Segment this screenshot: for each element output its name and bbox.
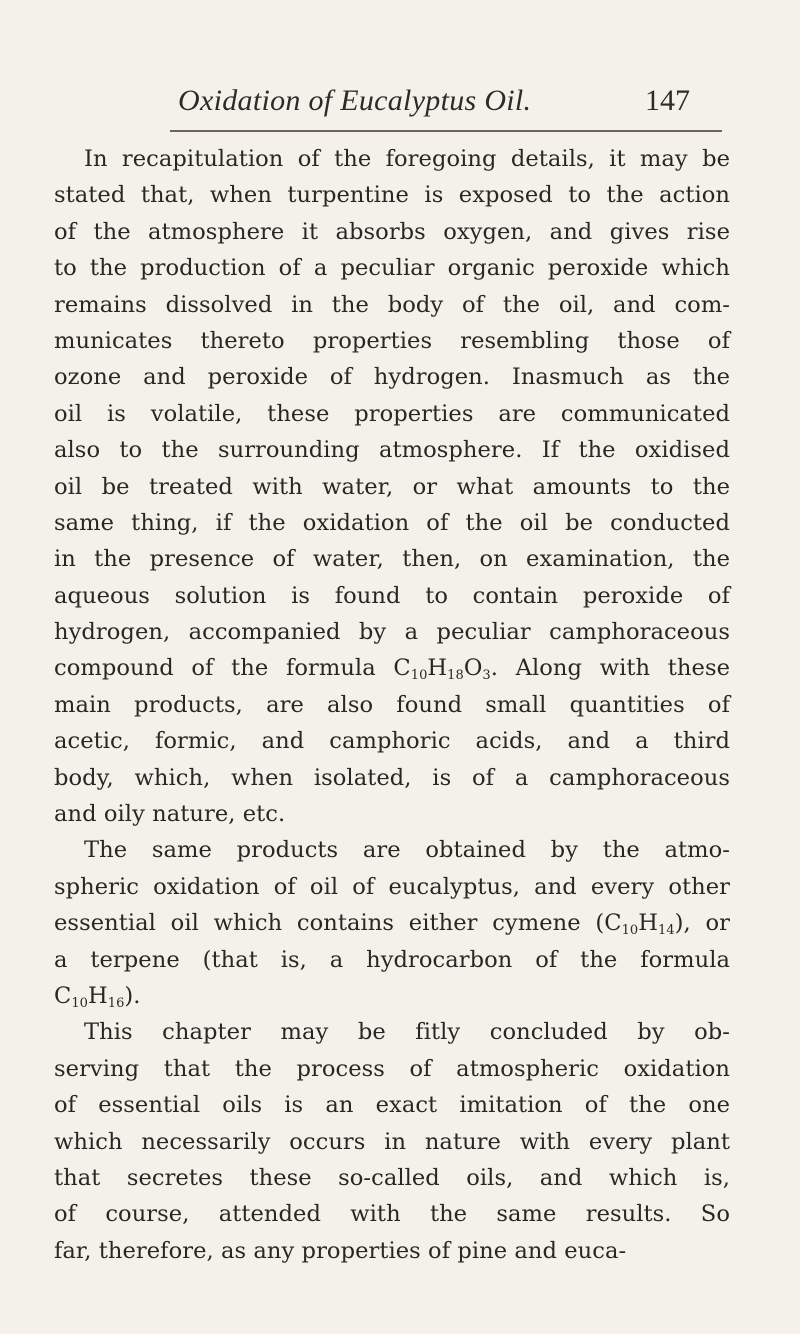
subscript: 18 — [447, 668, 464, 684]
text-line: in the presence of water, then, on examination, the — [54, 546, 730, 573]
text-line: which necessarily occurs in nature with every plant — [54, 1128, 730, 1155]
text-run: essential oil which contains either cymene (C — [54, 910, 622, 937]
subscript: 16 — [107, 995, 125, 1011]
text-line: body, which, when isolated, is of a camphoraceous — [54, 764, 730, 791]
text-line: far, therefore, as any properties of pine and euca- — [54, 1237, 627, 1264]
header-title: Oxidation of Eucalyptus Oil. — [178, 84, 532, 117]
text-line: In recapitulation of the foregoing details, it may be — [84, 146, 730, 172]
text-run: compound of the formula C — [54, 655, 411, 682]
page-number: 147 — [645, 84, 690, 117]
text-line: and oily nature, etc. — [54, 801, 286, 828]
text-line: oil is volatile, these properties are communicated — [54, 400, 730, 427]
subscript: 10 — [621, 923, 639, 939]
text-line: This chapter may be fitly concluded by ob- — [84, 1019, 730, 1046]
text-line: remains dissolved in the body of the oil, and com- — [54, 291, 730, 318]
text-line: a terpene (that is, a hydrocarbon of the formula — [54, 946, 730, 973]
text-line: main products, are also found small quantities of — [54, 691, 730, 718]
text-line: serving that the process of atmospheric oxidation — [54, 1055, 730, 1082]
text-line: of course, attended with the same results. So — [54, 1201, 730, 1228]
body-text — [54, 141, 730, 1269]
text-line: municates thereto properties resembling those of — [54, 327, 730, 354]
text-run: C — [54, 982, 72, 1009]
text-line: also to the surrounding atmosphere. If the oxidised — [54, 437, 730, 464]
text-run: ), or — [674, 910, 730, 937]
text-line — [54, 905, 730, 941]
text-line: same thing, if the oxidation of the oil be conducted — [54, 509, 730, 536]
text-run: H — [638, 910, 658, 937]
text-line: stated that, when turpentine is exposed to the action — [54, 182, 730, 209]
text-line: spheric oxidation of oil of eucalyptus, and every other — [54, 873, 730, 900]
text-line — [54, 978, 730, 1014]
subscript: 3 — [482, 668, 491, 684]
subscript: 10 — [71, 995, 88, 1011]
text-line: of essential oils is an exact imitation of the one — [54, 1092, 730, 1119]
text-line: of the atmosphere it absorbs oxygen, and gives rise — [54, 218, 730, 245]
running-head — [60, 84, 720, 124]
text-run: . Along with these — [490, 655, 731, 682]
text-line: to the production of a peculiar organic peroxide which — [54, 255, 730, 282]
text-run: H — [88, 982, 108, 1009]
subscript: 10 — [410, 668, 428, 684]
header-rule — [170, 130, 722, 132]
text-line: that secretes these so-called oils, and which is, — [54, 1164, 730, 1191]
text-line: acetic, formic, and camphoric acids, and a third — [54, 728, 730, 755]
text-run: O — [463, 655, 483, 682]
text-run: H — [427, 655, 448, 682]
text-line: oil be treated with water, or what amounts to the — [54, 473, 730, 500]
subscript: 14 — [658, 923, 675, 939]
text-line: The same products are obtained by the atmo- — [84, 837, 730, 864]
text-run: ). — [124, 982, 141, 1009]
text-line: hydrogen, accompanied by a peculiar camphoraceous — [54, 619, 730, 646]
text-line: aqueous solution is found to contain peroxide of — [54, 582, 730, 609]
text-line — [54, 650, 730, 686]
text-line: ozone and peroxide of hydrogen. Inasmuch as the — [54, 364, 730, 391]
